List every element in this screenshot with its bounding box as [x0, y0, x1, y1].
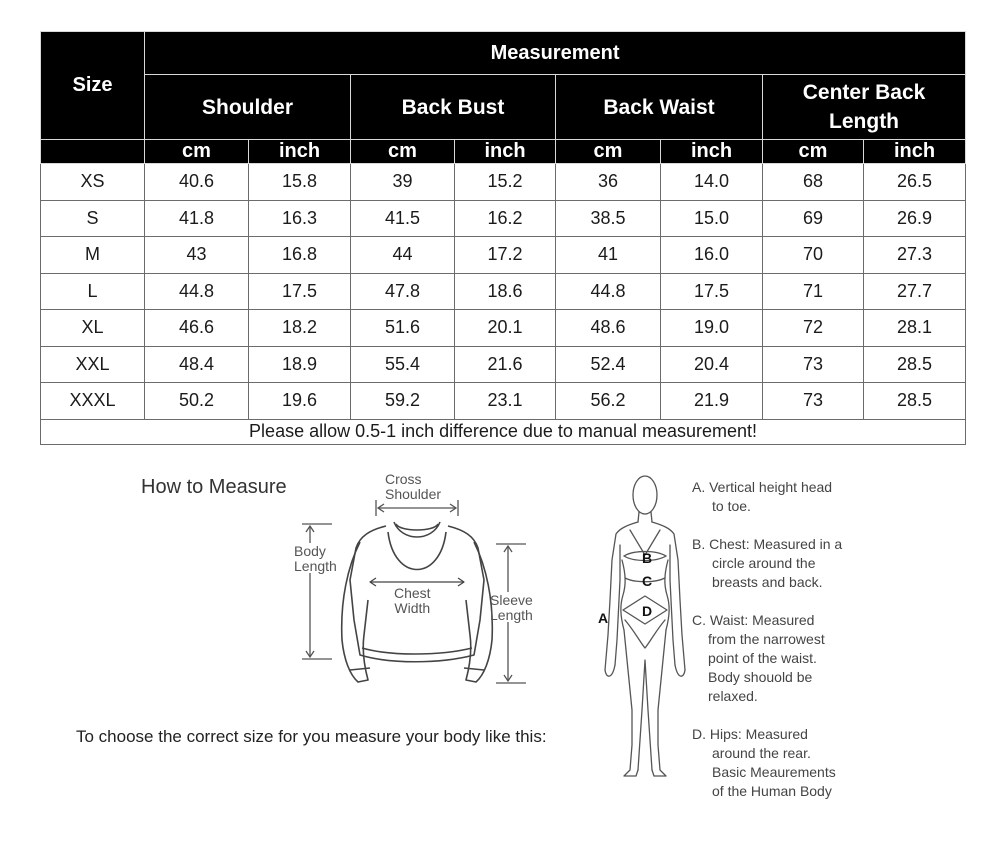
size-rows	[41, 164, 966, 420]
table-row	[41, 200, 966, 237]
table-cell: 16.8	[249, 237, 351, 274]
group-header-back-bust: Back Bust	[351, 75, 556, 140]
table-cell: 18.6	[455, 273, 556, 310]
table-cell: 28.1	[864, 310, 966, 347]
table-cell: 41.8	[145, 200, 249, 237]
figure-letter-b: B	[642, 550, 653, 566]
table-cell: 28.5	[864, 346, 966, 383]
table-cell: 73	[763, 383, 864, 420]
table-cell: 21.9	[661, 383, 763, 420]
table-cell: 72	[763, 310, 864, 347]
table-cell: 56.2	[556, 383, 661, 420]
unit-header-cm: cm	[145, 140, 249, 164]
table-cell: 18.9	[249, 346, 351, 383]
size-cell: XS	[41, 164, 145, 201]
note-c-waist: C. Waist: Measured from the narrowest point of the waist. Body shouold be relaxed.	[692, 612, 825, 704]
table-cell: 38.5	[556, 200, 661, 237]
table-cell: 44.8	[556, 273, 661, 310]
table-cell: 39	[351, 164, 455, 201]
table-cell: 14.0	[661, 164, 763, 201]
table-cell: 15.8	[249, 164, 351, 201]
size-cell: M	[41, 237, 145, 274]
table-cell: 41.5	[351, 200, 455, 237]
table-cell: 20.1	[455, 310, 556, 347]
table-cell: 70	[763, 237, 864, 274]
table-cell: 21.6	[455, 346, 556, 383]
table-cell: 26.9	[864, 200, 966, 237]
note-b-chest: B. Chest: Measured in a circle around the breasts and back.	[692, 536, 843, 590]
figure-letter-d: D	[642, 603, 653, 619]
table-cell: 46.6	[145, 310, 249, 347]
table-cell: 44	[351, 237, 455, 274]
table-footnote: Please allow 0.5-1 inch difference due to manual measurement!	[41, 419, 966, 444]
table-row	[41, 383, 966, 420]
unit-header-cm: cm	[351, 140, 455, 164]
table-row	[41, 273, 966, 310]
table-cell: 47.8	[351, 273, 455, 310]
note-a-height: A. Vertical height head to toe.	[692, 479, 833, 514]
table-cell: 48.4	[145, 346, 249, 383]
unit-header-cm: cm	[763, 140, 864, 164]
size-header: Size	[41, 32, 145, 140]
size-cell: XXL	[41, 346, 145, 383]
table-cell: 17.5	[661, 273, 763, 310]
table-cell: 41	[556, 237, 661, 274]
label-cross-shoulder: Cross Shoulder	[385, 471, 442, 502]
unit-header-inch: inch	[864, 140, 966, 164]
note-d-hips: D. Hips: Measured around the rear. Basic Meaurements of the Human Body	[692, 726, 836, 799]
table-cell: 50.2	[145, 383, 249, 420]
table-cell: 16.2	[455, 200, 556, 237]
size-cell: XL	[41, 310, 145, 347]
how-to-measure-title: How to Measure	[141, 476, 287, 498]
table-cell: 55.4	[351, 346, 455, 383]
table-cell: 17.5	[249, 273, 351, 310]
table-cell: 18.2	[249, 310, 351, 347]
table-row	[41, 164, 966, 201]
garment-measure-diagram	[290, 470, 540, 695]
table-cell: 40.6	[145, 164, 249, 201]
table-cell: 15.2	[455, 164, 556, 201]
table-cell: 16.3	[249, 200, 351, 237]
unit-header-inch: inch	[455, 140, 556, 164]
label-chest-width: Chest Width	[394, 585, 431, 616]
table-cell: 27.3	[864, 237, 966, 274]
table-cell: 44.8	[145, 273, 249, 310]
table-cell: 68	[763, 164, 864, 201]
table-cell: 17.2	[455, 237, 556, 274]
size-cell: L	[41, 273, 145, 310]
table-row	[41, 237, 966, 274]
table-cell: 26.5	[864, 164, 966, 201]
table-cell: 52.4	[556, 346, 661, 383]
figure-letter-c: C	[642, 573, 653, 589]
figure-letter-a: A	[598, 610, 609, 626]
unit-header-row	[41, 140, 966, 164]
table-cell: 36	[556, 164, 661, 201]
table-row	[41, 346, 966, 383]
unit-header-blank	[41, 140, 145, 164]
unit-header-cm: cm	[556, 140, 661, 164]
table-cell: 16.0	[661, 237, 763, 274]
table-cell: 43	[145, 237, 249, 274]
table-cell: 28.5	[864, 383, 966, 420]
label-sleeve-length: Sleeve Length	[490, 592, 533, 623]
size-cell: S	[41, 200, 145, 237]
group-header-shoulder: Shoulder	[145, 75, 351, 140]
table-row	[41, 310, 966, 347]
size-cell: XXXL	[41, 383, 145, 420]
table-cell: 69	[763, 200, 864, 237]
table-cell: 73	[763, 346, 864, 383]
table-cell: 71	[763, 273, 864, 310]
table-cell: 51.6	[351, 310, 455, 347]
table-cell: 48.6	[556, 310, 661, 347]
table-cell: 19.6	[249, 383, 351, 420]
instruction-text: To choose the correct size for you measure your body like this:	[76, 727, 547, 746]
table-cell: 23.1	[455, 383, 556, 420]
table-cell: 59.2	[351, 383, 455, 420]
unit-header-inch: inch	[661, 140, 763, 164]
table-cell: 15.0	[661, 200, 763, 237]
body-figure-diagram	[590, 470, 690, 785]
unit-header-inch: inch	[249, 140, 351, 164]
size-chart-table	[40, 31, 966, 445]
group-header-back-waist: Back Waist	[556, 75, 763, 140]
table-cell: 27.7	[864, 273, 966, 310]
group-header-center-back-length: Center Back Length	[763, 75, 966, 140]
table-cell: 20.4	[661, 346, 763, 383]
measurement-header: Measurement	[145, 32, 966, 75]
label-body-length: Body Length	[294, 543, 337, 574]
table-cell: 19.0	[661, 310, 763, 347]
